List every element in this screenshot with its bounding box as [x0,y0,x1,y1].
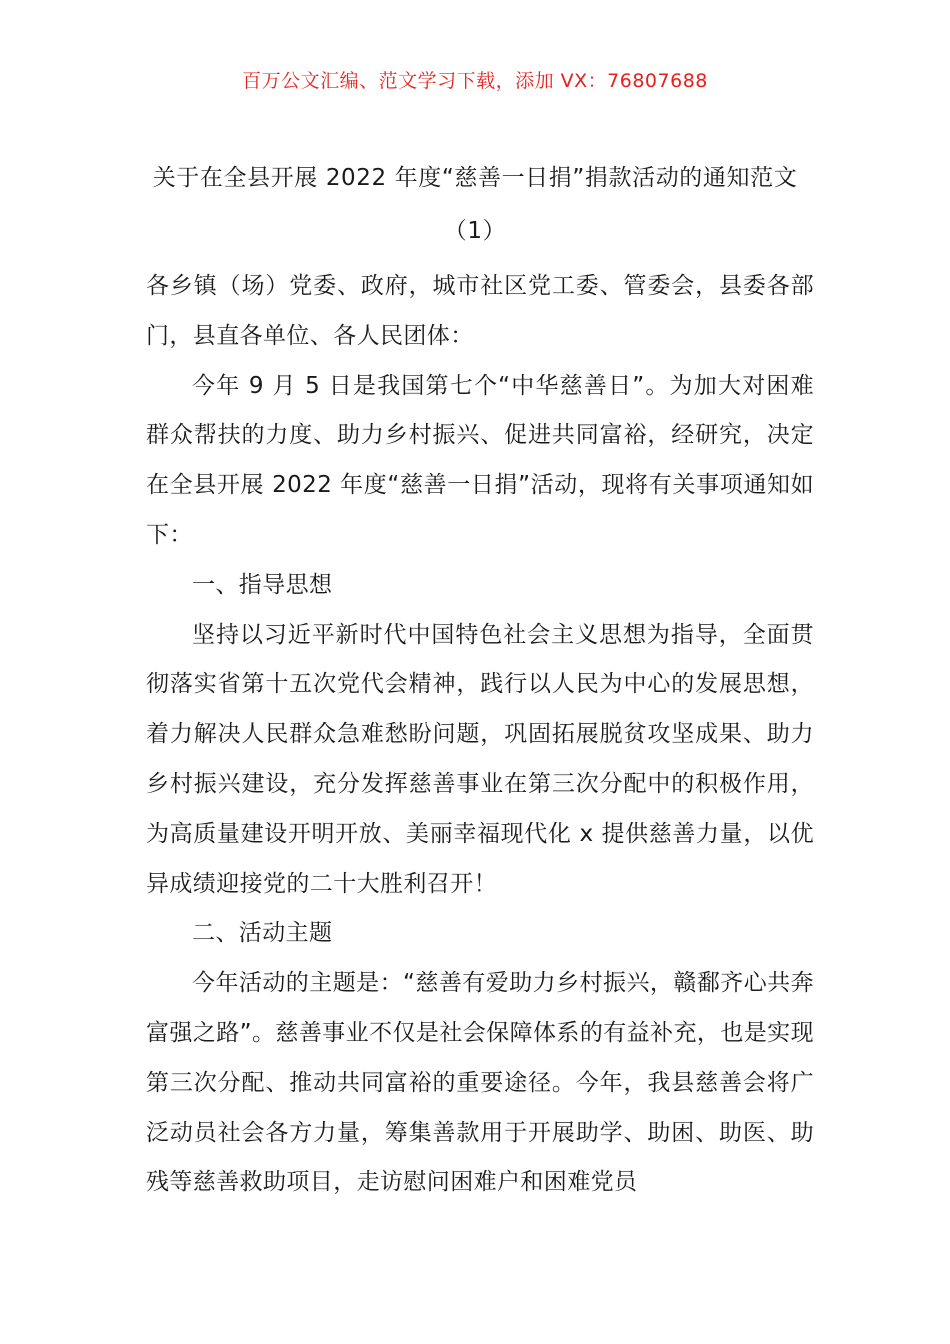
section-body-activity-theme: 今年活动的主题是：“慈善有爱助力乡村振兴，赣鄱齐心共奔富强之路”。慈善事业不仅是社会保障体系的有益补充，也是实现第三次分配、推动共同富裕的重要途径。今年，我县慈善会将广泛动员社会各方力量，筹集善款用于开展助学、助困、助医、助残等慈善救助项目，走访慰问困难户和困难党员 [146,970,814,1196]
document-body [146,262,814,1208]
section-body-guiding-thought: 坚持以习近平新时代中国特色社会主义思想为指导，全面贯彻落实省第十五次党代会精神，践行以人民为中心的发展思想，着力解决人民群众急难愁盼问题，巩固拓展脱贫攻坚成果、助力乡村振兴建设，充分发挥慈善事业在第三次分配中的积极作用，为高质量建设开明开放、美丽幸福现代化 x 提供慈善力量，以优异成绩迎接党的二十大胜利召开！ [146,621,814,897]
intro-paragraph: 今年 9 月 5 日是我国第七个“中华慈善日”。为加大对困难群众帮扶的力度、助力乡村振兴、促进共同富裕，经研究，决定在全县开展 2022 年度“慈善一日捐”活动，现将有关事项通知如下： [146,372,814,548]
addressee-paragraph: 各乡镇（场）党委、政府，城市社区党工委、管委会，县委各部门，县直各单位、各人民团体： [146,273,814,349]
section-heading-guiding-thought: 一、指导思想 [192,571,333,598]
watermark-banner: 百万公文汇编、范文学习下载，添加 VX：76807688 [242,70,708,92]
document-title: 关于在全县开展 2022 年度“慈善一日捐”捐款活动的通知范文（1） [152,165,798,244]
section-heading-activity-theme: 二、活动主题 [192,920,333,947]
